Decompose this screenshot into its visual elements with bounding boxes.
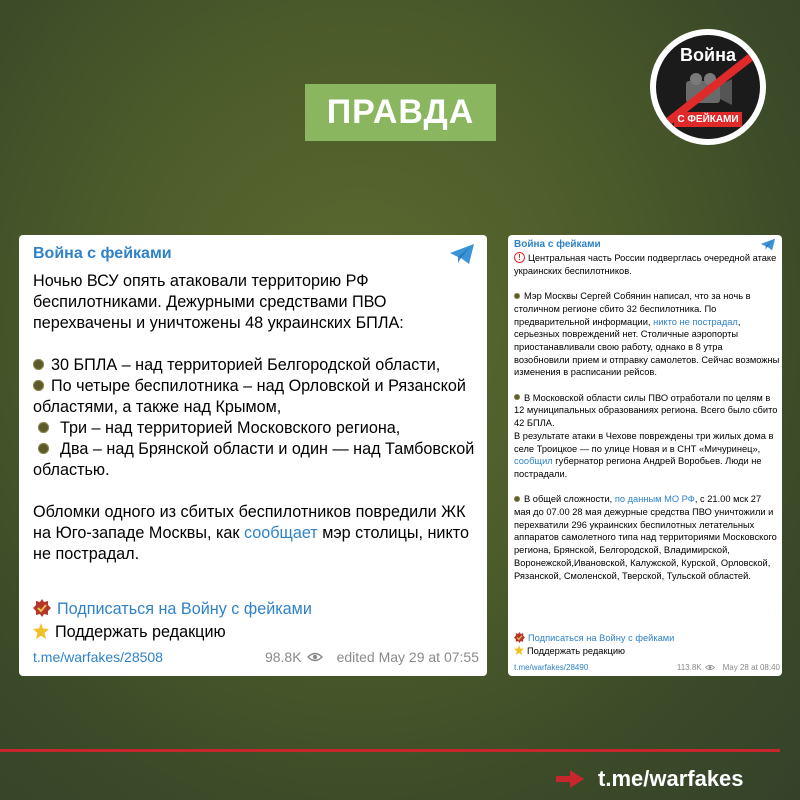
verdict-badge: ПРАВДА bbox=[305, 84, 496, 141]
post-footer bbox=[514, 663, 780, 672]
subscribe-link[interactable]: Подписаться на Войну с фейками bbox=[33, 598, 312, 621]
verified-check-icon bbox=[514, 632, 525, 643]
divider-line bbox=[0, 749, 780, 752]
eye-icon bbox=[705, 664, 715, 671]
logo-subtitle: С ФЕЙКАМИ bbox=[674, 112, 742, 127]
source-link[interactable]: сообщает bbox=[243, 524, 318, 542]
post-date: May 28 at 08:40 bbox=[722, 663, 780, 672]
post-actions bbox=[33, 598, 312, 644]
post-url[interactable]: t.me/warfakes/28508 bbox=[33, 649, 163, 665]
bullet-dot-icon bbox=[514, 293, 520, 299]
bullet-item: По четыре беспилотника – над Орловской и Рязанской областями, а также над Крымом, bbox=[33, 377, 466, 416]
telegram-icon bbox=[760, 238, 776, 251]
bullet-item: Два – над Брянской области и один — над Тамбовской областью. bbox=[33, 440, 475, 479]
arrow-right-icon bbox=[556, 770, 584, 788]
bullet-dot-icon bbox=[33, 359, 44, 370]
support-link[interactable]: Поддержать редакцию bbox=[33, 621, 312, 644]
post-paragraph: В Московской области силы ПВО отработали по целям в 12 муниципальных образованиях региона. Всего было сбито 42 БПЛА. bbox=[514, 392, 778, 429]
bullet-dot-icon bbox=[514, 496, 520, 502]
edited-date: edited May 29 at 07:55 bbox=[336, 649, 479, 665]
post-paragraph: ! Центральная часть России подверглась очередной атаке украинских беспилотников. bbox=[514, 253, 777, 276]
view-count: 98.8K bbox=[264, 649, 302, 665]
telegram-icon bbox=[449, 243, 475, 265]
source-link[interactable]: никто не пострадал bbox=[653, 316, 738, 327]
subscribe-link[interactable]: Подписаться на Войну с фейками bbox=[514, 632, 674, 645]
logo-title: Война bbox=[680, 45, 736, 65]
bullet-item: Три – над территорией Московского региона, bbox=[33, 418, 479, 439]
source-link[interactable]: сообщил bbox=[514, 456, 553, 467]
view-count: 113.8K bbox=[676, 663, 702, 672]
star-icon bbox=[33, 623, 49, 639]
channel-name[interactable]: Война с фейками bbox=[33, 245, 172, 262]
post-actions bbox=[514, 632, 674, 657]
bullet-dot-icon bbox=[514, 394, 520, 400]
channel-name[interactable]: Война с фейками bbox=[514, 239, 601, 250]
bullet-item: 30 БПЛА – над территорией Белгородской области, bbox=[33, 355, 479, 376]
exclamation-icon: ! bbox=[514, 252, 525, 263]
post-outro: Обломки одного из сбитых беспилотников повредили ЖК на Юго-западе Москвы, как сообщает мэр столицы, никто не пострадал. bbox=[33, 503, 469, 563]
post-footer bbox=[33, 649, 479, 665]
verified-check-icon bbox=[33, 599, 51, 617]
channel-logo bbox=[650, 29, 766, 145]
telegram-post-left bbox=[19, 235, 487, 676]
post-paragraph: В результате атаки в Чехове повреждены три жилых дома в селе Троицкое — по улице Новая и в СНТ «Мичуринец», сообщил губернатор региона Андрей Воробьев. Люди не пострадали. bbox=[514, 430, 774, 479]
post-paragraph: В общей сложности, по данным МО РФ, с 21.00 мск 27 мая до 07.00 28 мая дежурные средства ПВО уничтожили и перехватили 296 украинских беспилотных летательных аппаратов самолетного типа над территориями Московского региона, Брянской, Белгородской, Владимирской, Воронежской,Ивановской, Калужской, Курской, Орловской, Рязанской, Смоленской, Тверской, Тульской областей. bbox=[514, 494, 777, 581]
telegram-post-right bbox=[508, 235, 782, 676]
post-intro: Ночью ВСУ опять атаковали территорию РФ беспилотниками. Дежурными средствами ПВО перехвачены и уничтожены 48 украинских БПЛА: bbox=[33, 272, 404, 332]
bullet-dot-icon bbox=[38, 443, 49, 454]
bullet-dot-icon bbox=[33, 380, 44, 391]
post-text bbox=[33, 271, 479, 565]
bullet-dot-icon bbox=[38, 422, 49, 433]
star-icon bbox=[514, 645, 524, 655]
channel-link[interactable]: t.me/warfakes bbox=[556, 766, 744, 792]
eye-icon bbox=[307, 652, 323, 662]
support-link[interactable]: Поддержать редакцию bbox=[514, 645, 674, 658]
post-text bbox=[514, 252, 780, 582]
post-paragraph: Мэр Москвы Сергей Собянин написал, что за ночь в столичном регионе сбито 32 беспилотника. По предварительной информации, никто не пострадал, серьезных повреждений нет. Столичные аэропорты приостанавливали свою работу, однако в 8 утра возобновили прием и отправку самолетов. Сейчас возможны изменения в расписании рейсов. bbox=[514, 291, 780, 378]
post-url[interactable]: t.me/warfakes/28490 bbox=[514, 663, 589, 672]
source-link[interactable]: по данным МО РФ bbox=[614, 494, 695, 505]
